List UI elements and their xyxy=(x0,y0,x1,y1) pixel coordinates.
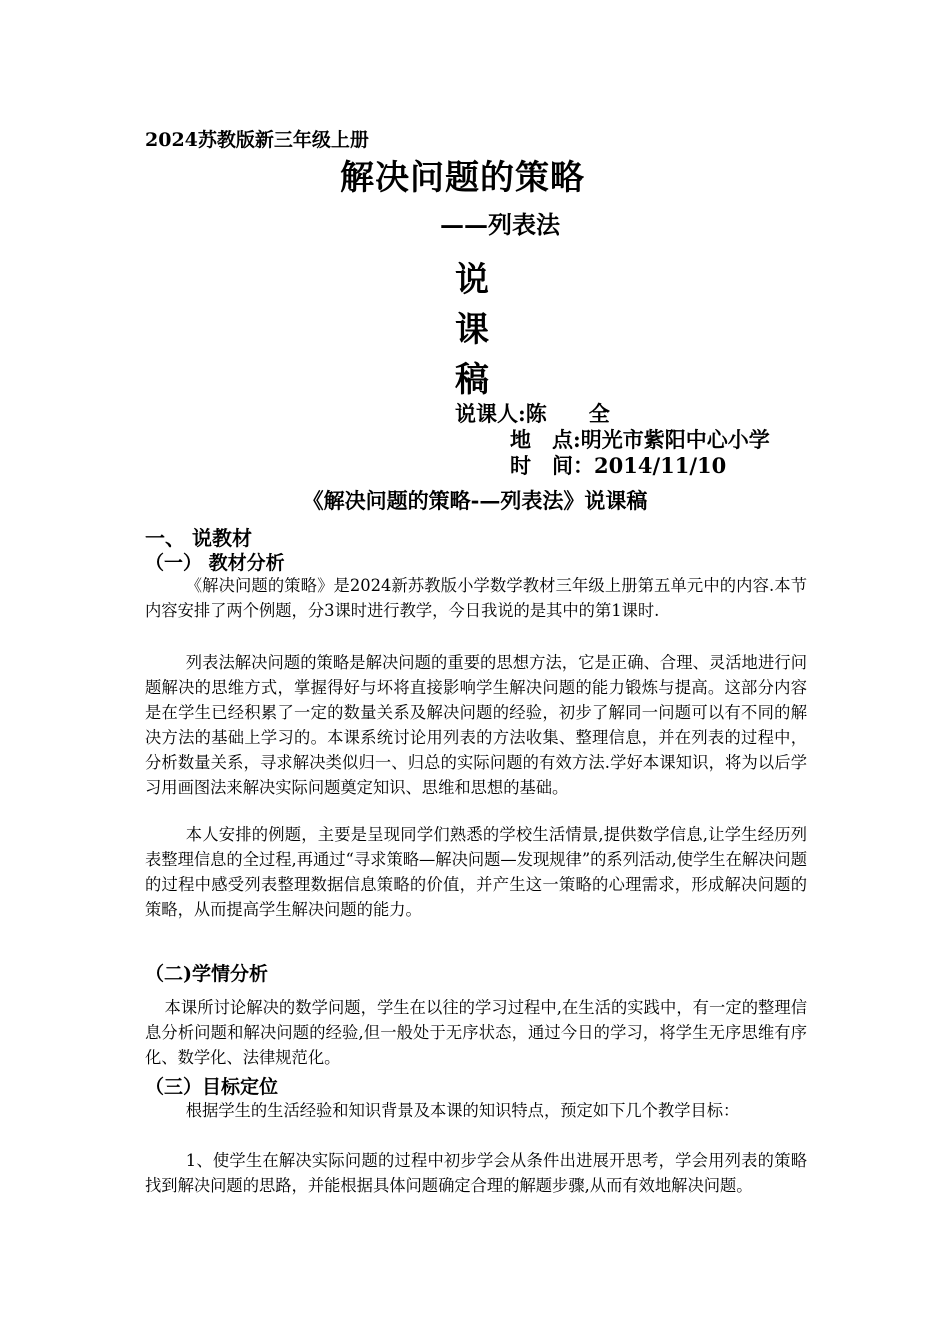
time-line: 时 间：2014/11/10 xyxy=(510,453,727,478)
paragraph-goals-intro: 根据学生的生活经验和知识背景及本课的知识特点，预定如下几个教学目标： xyxy=(185,1101,740,1120)
subsection-heading-learners: （二)学情分析 xyxy=(145,963,268,985)
paragraph-analysis-1: 《解决问题的策略》是2024新苏教版小学数学教材三年级上册第五单元中的内容.本节内容安排了两个例题，分3课时进行教学，今日我说的是其中的第1课时. xyxy=(145,576,807,620)
section-heading-textbook: 一、 说教材 xyxy=(145,526,252,550)
paragraph-analysis-3: 本人安排的例题，主要是呈现同学们熟悉的学校生活情景,提供数学信息,让学生经历列表整理信息的全过程,再通过“寻求策略—解决问题—发现规律”的系列活动,使学生在解决问题的过程中感受列表整理数据信息策略的价值，并产生这一策略的心理需求，形成解决问题的策略，从而提高学生解决问题的能力。 xyxy=(145,825,807,919)
vertical-title-char-1: 说 xyxy=(455,260,489,300)
paragraph-analysis-2: 列表法解决问题的策略是解决问题的重要的思想方法，它是正确、合理、灵活地进行问题解决的思维方式，掌握得好与坏将直接影响学生解决问题的能力锻炼与提高。这部分内容是在学生已经积累了一定的数量关系及解决问题的经验，初步了解同一问题可以有不同的解决方法的基础上学习的。本课系统讨论用列表的方法收集、整理信息，并在列表的过程中，分析数量关系，寻求解决类似归一、归总的实际问题的有效方法.学好本课知识，将为以后学习用画图法来解决实际问题奠定知识、思维和思想的基础。 xyxy=(145,653,807,797)
subsection-heading-analysis: （一） 教材分析 xyxy=(145,552,285,574)
document-title: 《解决问题的策略-—列表法》说课稿 xyxy=(302,488,648,513)
location-line: 地 点:明光市紫阳中心小学 xyxy=(510,427,770,452)
grade-label: 2024苏教版新三年级上册 xyxy=(145,129,369,151)
speaker-line: 说课人:陈 全 xyxy=(455,401,610,426)
paragraph-goal-item-1: 1、使学生在解决实际问题的过程中初步学会从条件出进展开思考，学会用列表的策略找到解决问题的思路，并能根据具体问题确定合理的解题步骤,从而有效地解决问题。 xyxy=(145,1151,807,1195)
paragraph-learners: 本课所讨论解决的数学问题，学生在以往的学习过程中,在生活的实践中，有一定的整理信息分析问题和解决问题的经验,但一般处于无序状态，通过今日的学习，将学生无序思维有序化、数学化、法律规范化。 xyxy=(145,998,807,1067)
vertical-title-char-3: 稿 xyxy=(455,360,489,400)
subtitle: ——列表法 xyxy=(440,210,560,239)
main-title: 解决问题的策略 xyxy=(340,158,585,198)
subsection-heading-goals: （三）目标定位 xyxy=(145,1076,279,1098)
vertical-title-char-2: 课 xyxy=(455,310,489,350)
